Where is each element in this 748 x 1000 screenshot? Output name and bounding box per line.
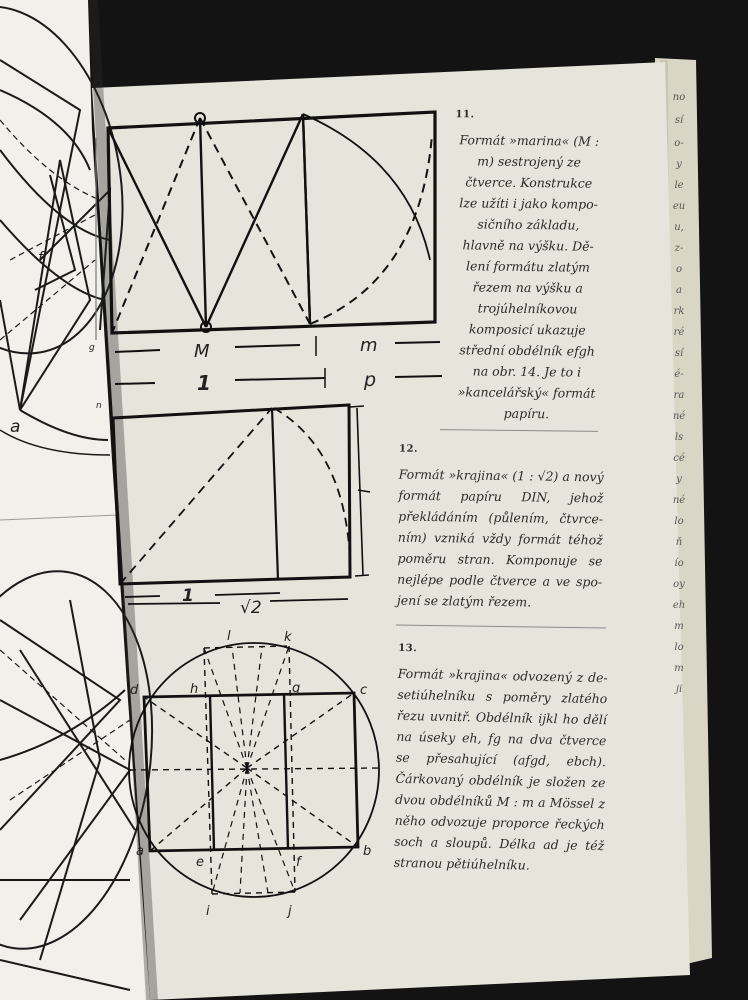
caption-11	[452, 104, 603, 425]
fig13-label-i: i	[206, 904, 210, 919]
edge-fragment: rk	[673, 306, 685, 317]
caption-12-number: 12.	[398, 443, 419, 455]
edge-fragment: no	[672, 92, 686, 103]
edge-fragment: y	[676, 474, 682, 485]
next-page-edge-text	[668, 92, 690, 695]
caption-11-number: 11.	[455, 109, 475, 121]
edge-fragment: m	[674, 663, 684, 674]
caption-13-number: 13.	[398, 642, 418, 655]
fig11-label-M: M	[194, 341, 210, 362]
edge-fragment: né	[672, 495, 686, 506]
caption-11-text: Formát »marina« (M : m) sestrojený ze čtverce. Konstrukce lze užíti i jako komposičního základu, hlavně na výšku. Dělení formátu zlatým řezem na výšku a trojúhelníkovou komposicí ukazuje střední obdélník efgh na obr. 14. Je to i »kancelářský« formát papíru.	[457, 132, 600, 422]
left-label-n: n	[96, 401, 102, 411]
edge-fragment: u,	[674, 222, 684, 233]
caption-13-text: Formát »krajina« odvozený z desetiúhelníku s poměry zlatého řezu uvnitř. Obdélník ijkl ho dělí na úseky eh, fg na dva čtverce se přesahující (afgd, ebch). Čárkovaný obdélník je složen ze dvou obdélníků M : m a Mössel z něho odvozuje proporce řeckých soch a sloupů. Délka ad je též stranou pětiúhelníku.	[393, 665, 608, 873]
edge-fragment: o-	[674, 138, 684, 149]
fig13-label-d: d	[130, 683, 139, 698]
edge-fragment: sí	[674, 115, 684, 126]
fig12-label-1: 1	[182, 586, 194, 606]
fig11-label-p: p	[364, 369, 377, 391]
edge-fragment: lo	[674, 516, 684, 527]
edge-fragment: y	[676, 159, 682, 170]
fig13-label-h: h	[190, 682, 199, 697]
fig13-label-l: l	[227, 629, 231, 644]
edge-fragment: sí	[674, 348, 684, 359]
fig13-label-a: a	[136, 844, 144, 859]
caption-13	[394, 638, 609, 877]
edge-fragment: z-	[674, 243, 684, 254]
edge-fragment: a	[676, 285, 682, 296]
edge-fragment: ío	[674, 558, 684, 569]
edge-fragment: ji	[675, 684, 683, 695]
fig13-label-k: k	[284, 630, 292, 645]
edge-fragment: é-	[674, 369, 684, 380]
edge-fragment: m	[674, 621, 684, 632]
left-label-g: g	[89, 343, 95, 353]
fig11-label-1: 1	[197, 371, 211, 395]
edge-fragment: né	[672, 411, 686, 422]
fig13-label-b: b	[363, 844, 372, 859]
caption-12-text: Formát »krajina« (1 : √2) a nový formát papíru DIN, jehož překládáním (půlením, čtvrcením) vzniká vždy formát téhož poměru stran. Komponuje se nejlépe podle čtverce a ve spojení se zlatým řezem.	[396, 466, 604, 610]
fig13-label-f: f	[296, 855, 301, 870]
edge-fragment: oy	[673, 579, 685, 590]
caption-12	[397, 439, 604, 614]
edge-fragment: eh	[672, 600, 686, 611]
left-label-a: a	[10, 417, 21, 437]
edge-fragment: o	[675, 264, 683, 275]
edge-fragment: ra	[673, 390, 685, 401]
edge-fragment: le	[674, 180, 684, 191]
fig13-label-g: g	[292, 681, 301, 696]
edge-fragment: eu	[672, 201, 686, 212]
fig12-label-sqrt2: √2	[240, 598, 262, 618]
edge-fragment: ré	[673, 327, 685, 338]
edge-fragment: ls	[674, 432, 684, 443]
fig13-label-c: c	[360, 683, 368, 698]
edge-fragment: ň	[675, 537, 683, 548]
edge-fragment: lo	[674, 642, 684, 653]
fig13-label-j: j	[288, 904, 292, 919]
fig11-label-m: m	[360, 335, 378, 356]
fig13-label-e: e	[196, 855, 204, 870]
left-label-f: f	[38, 250, 43, 266]
edge-fragment: cé	[673, 453, 685, 464]
